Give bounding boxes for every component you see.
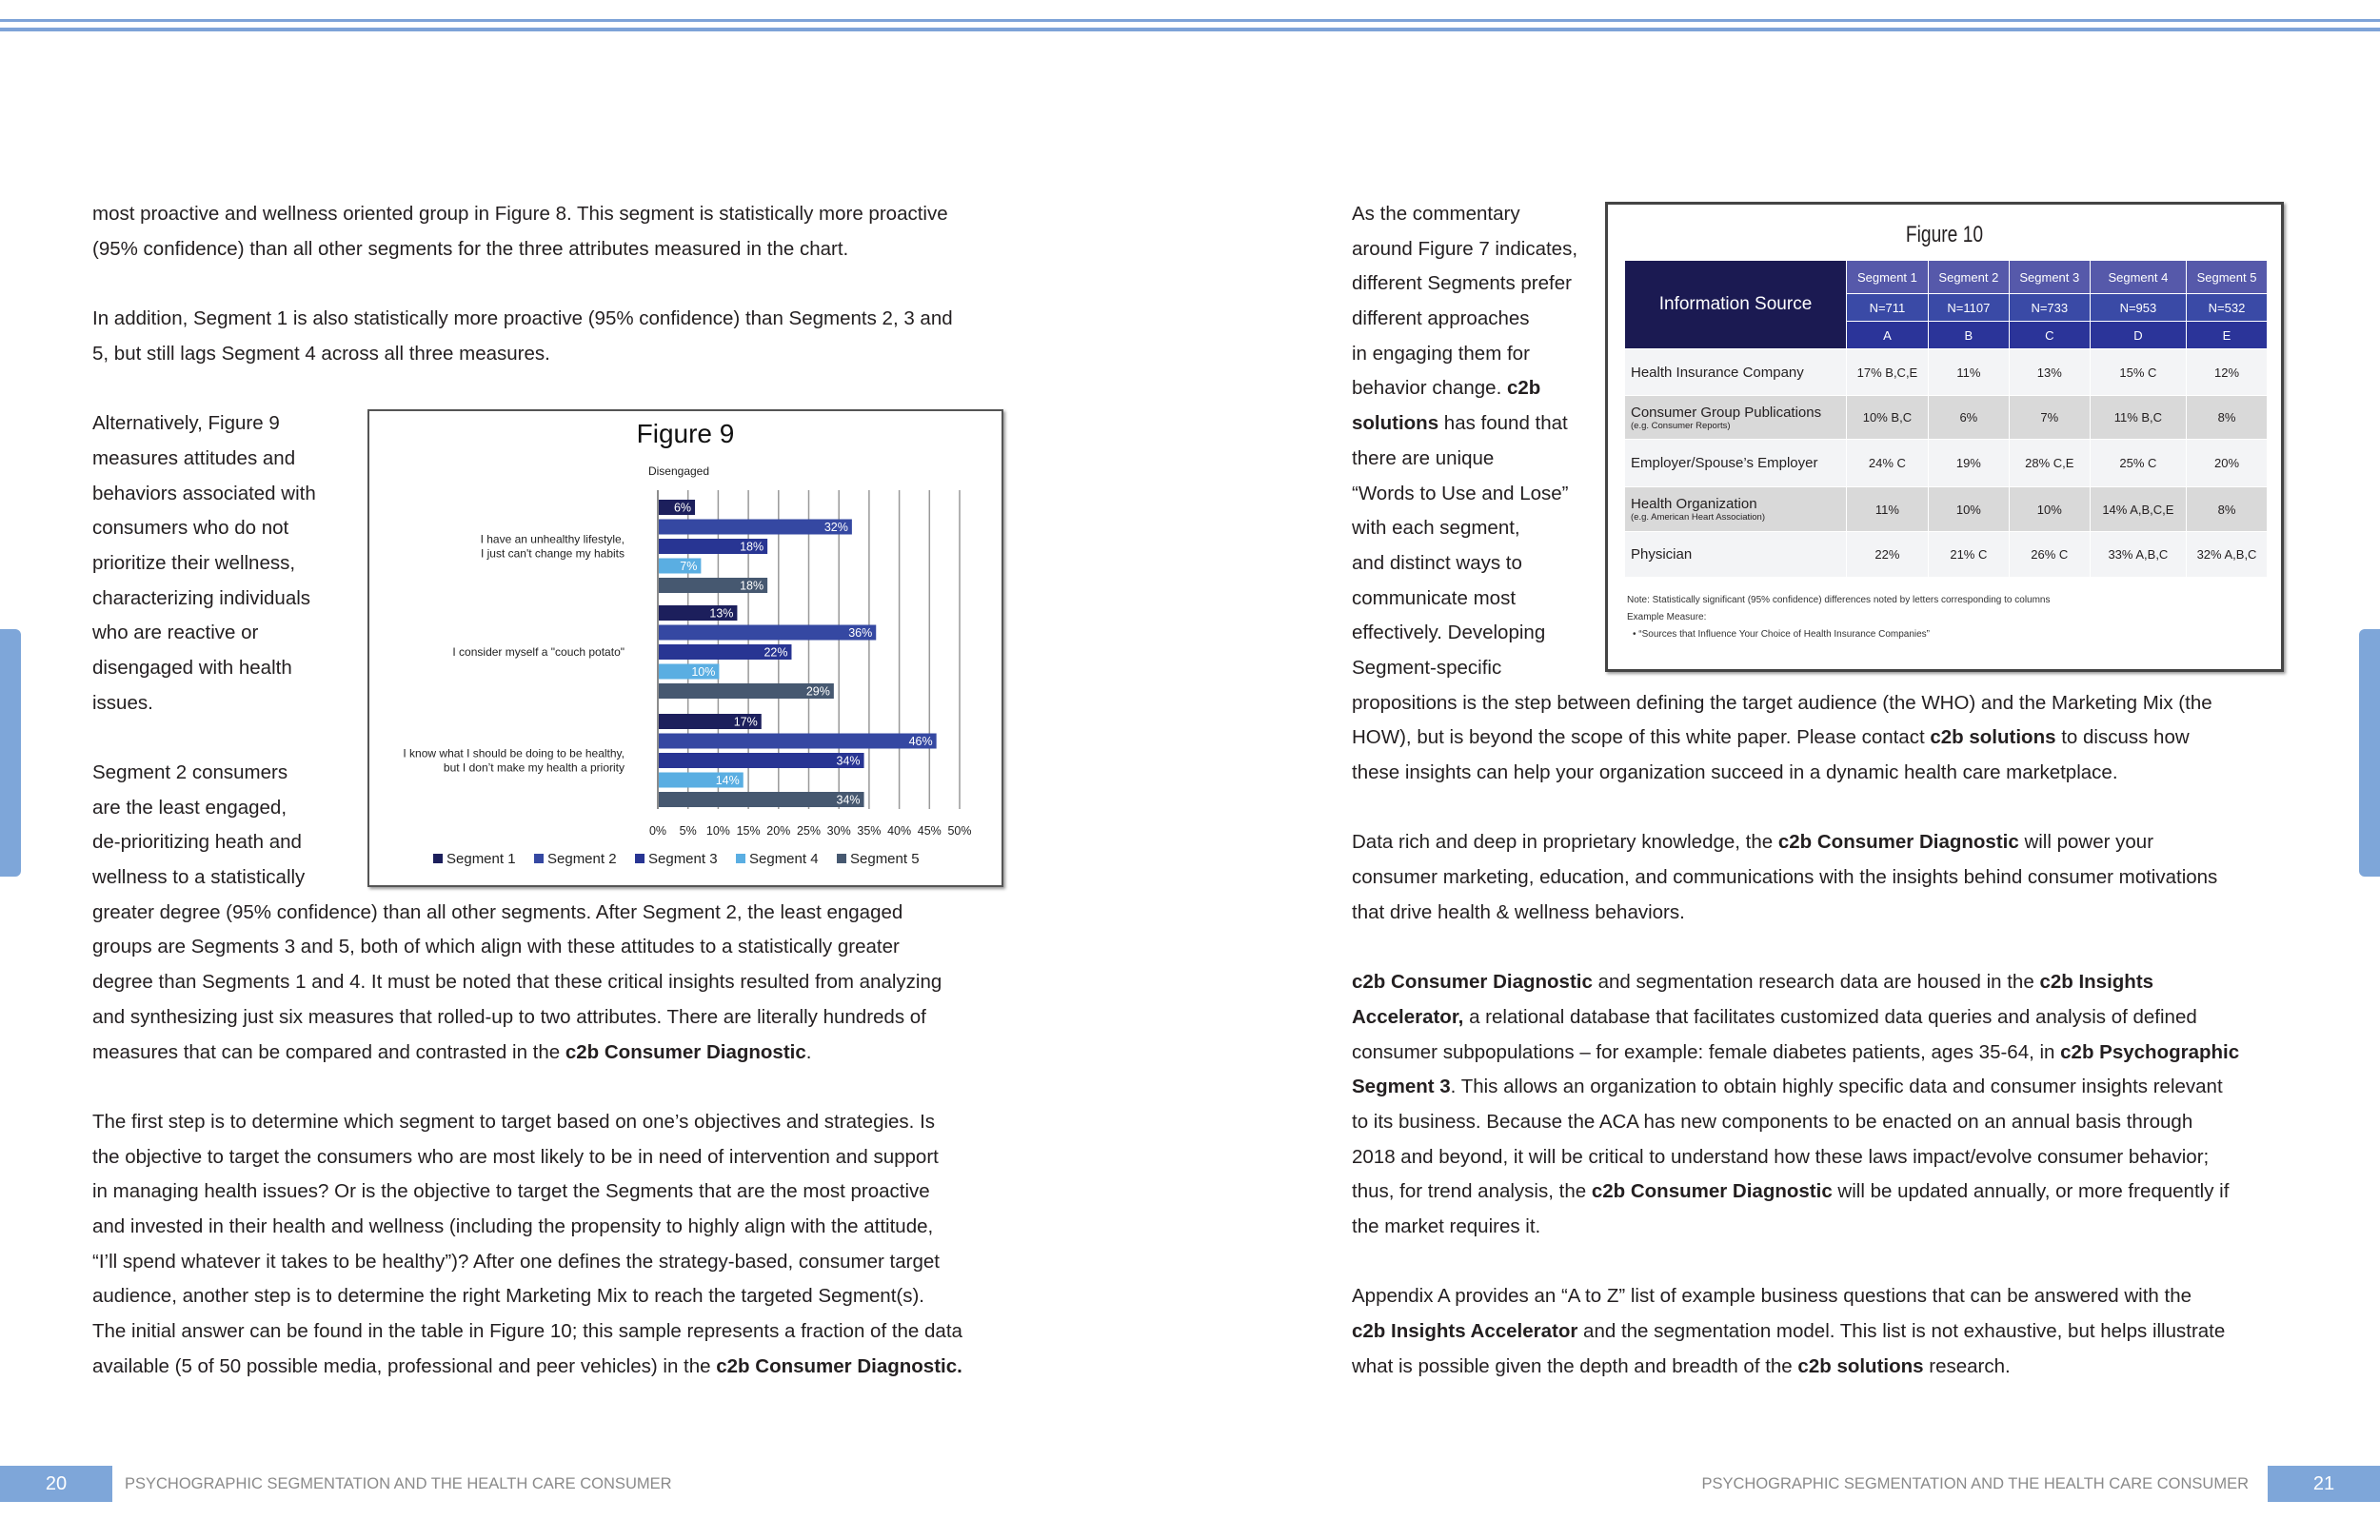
source-name: Physician <box>1631 546 1693 563</box>
legend-label: Segment 3 <box>648 851 718 867</box>
bold-text: c2b Consumer Diagnostic <box>1352 971 1593 994</box>
source-example: (e.g. Consumer Reports) <box>1631 420 1731 431</box>
bar-segment-2 <box>659 734 937 749</box>
category-label: I have an unhealthy lifestyle, <box>480 532 625 546</box>
data-label: 13% <box>709 606 734 621</box>
text: groups are Segments 3 and 5, both of which align with these attitudes to a statistically greater <box>92 936 900 958</box>
bar-segment-2 <box>659 520 852 535</box>
bold-text: c2b Psychographic <box>2060 1040 2240 1063</box>
header-letter: A <box>1847 322 1929 349</box>
text-line <box>1352 1350 2239 1385</box>
text-line <box>1352 896 2239 931</box>
page-number-left: 20 <box>0 1466 112 1502</box>
value-cell: 12% <box>2187 349 2268 396</box>
text: characterizing individuals <box>92 586 311 609</box>
text: and synthesizing just six measures that rolled-up to two attributes. There are literally hundreds of <box>92 1005 926 1028</box>
x-tick-label: 10% <box>705 824 730 838</box>
bold-text: c2b Insights Accelerator <box>1352 1320 1578 1342</box>
x-tick-label: 25% <box>796 824 822 838</box>
text: to its business. Because the ACA has new components to be enacted on an annual basis through <box>1352 1110 2193 1133</box>
text-line <box>92 965 962 1000</box>
text: measures attitudes and <box>92 446 296 469</box>
x-tick-label: 15% <box>736 824 761 838</box>
text: HOW), but is beyond the scope of this white paper. Please contact <box>1352 726 1931 749</box>
x-tick-label: 50% <box>947 824 972 838</box>
source-name: Consumer Group Publications <box>1631 404 1822 421</box>
text: will be updated annually, or more frequently if <box>1832 1180 2230 1203</box>
legend-swatch <box>736 854 745 863</box>
legend-swatch <box>635 854 645 863</box>
text: issues. <box>92 691 153 714</box>
header-segment: Segment 3 <box>2009 261 2090 294</box>
header-letter: E <box>2187 322 2268 349</box>
text-line <box>92 1210 962 1245</box>
text: different Segments prefer <box>1352 272 1572 295</box>
bold-text: c2b solutions <box>1930 726 2056 749</box>
text: audience, another step is to determine the right Marketing Mix to reach the targeted Segment(s). <box>92 1285 924 1308</box>
category-label: but I don’t make my health a priority <box>443 760 625 775</box>
text: the objective to target the consumers who are most likely to be in need of intervention and support <box>92 1145 939 1168</box>
text: The initial answer can be found in the table in Figure 10; this sample represents a fraction of the data <box>92 1320 962 1342</box>
side-tab-left <box>0 629 21 877</box>
value-cell: 11% <box>1847 487 1929 532</box>
data-label: 46% <box>908 735 933 748</box>
text: consumers who do not <box>92 517 289 540</box>
data-label: 22% <box>764 645 788 660</box>
text: Alternatively, Figure 9 <box>92 412 280 435</box>
bar-segment-2 <box>659 625 876 641</box>
value-cell: 24% C <box>1847 440 1929 487</box>
table-note: Note: Statistically significant (95% confidence) differences noted by letters corresponding to columns <box>1627 595 2051 605</box>
data-label: 18% <box>740 540 764 554</box>
text-line <box>1352 1314 2239 1350</box>
bold-text: c2b solutions <box>1797 1354 1924 1377</box>
data-label: 7% <box>680 560 698 573</box>
text: with each segment, <box>1352 517 1520 540</box>
text-line <box>92 1350 962 1385</box>
text-line <box>1352 1210 2239 1245</box>
text: consumer subpopulations – for example: female diabetes patients, ages 35-64, in <box>1352 1040 2061 1063</box>
header-information-source: Information Source <box>1625 261 1847 349</box>
example-measure-label: Example Measure: <box>1627 612 1707 622</box>
x-tick-label: 5% <box>679 824 697 838</box>
text: 5, but still lags Segment 4 across all three measures. <box>92 342 550 365</box>
text: The first step is to determine which segment to target based on one’s objectives and strategies. Is <box>92 1110 936 1133</box>
source-cell <box>1625 440 1847 487</box>
header-n: N=1107 <box>1928 294 2009 322</box>
source-example: (e.g. American Heart Association) <box>1631 512 1765 523</box>
value-cell: 8% <box>2187 487 2268 532</box>
bold-text: Segment 3 <box>1352 1076 1451 1098</box>
text-line <box>92 1279 962 1314</box>
text-line <box>92 1105 962 1140</box>
text: has found that <box>1438 412 1568 435</box>
text: effectively. Developing <box>1352 622 1546 644</box>
side-tab-right <box>2359 629 2380 877</box>
text: and segmentation research data are housed in the <box>1592 971 2040 994</box>
text: (95% confidence) than all other segments for the three attributes measured in the chart. <box>92 237 849 260</box>
value-cell: 10% <box>1928 487 2009 532</box>
bar-segment-5 <box>659 792 864 807</box>
data-label: 18% <box>740 579 764 593</box>
blank-line <box>1352 791 2239 826</box>
text: propositions is the step between defining the target audience (the WHO) and the Marketing Mix (the <box>1352 691 2212 714</box>
x-tick-label: 30% <box>826 824 851 838</box>
value-cell: 19% <box>1928 440 2009 487</box>
blank-line <box>92 1070 962 1105</box>
legend-label: Segment 5 <box>850 851 920 867</box>
text: measures that can be compared and contrasted in the <box>92 1040 565 1063</box>
data-label: 14% <box>715 774 740 787</box>
text: Segment 2 consumers <box>92 761 288 783</box>
text: will power your <box>2018 831 2154 854</box>
text: these insights can help your organization succeed in a dynamic health care marketplace. <box>1352 761 2118 783</box>
data-label: 34% <box>836 754 861 768</box>
legend-swatch <box>837 854 846 863</box>
header-letter: B <box>1928 322 2009 349</box>
text-line <box>1352 1175 2239 1210</box>
text-line <box>1352 1279 2239 1314</box>
text: 2018 and beyond, it will be critical to understand how these laws impact/evolve consumer behavior; <box>1352 1145 2210 1168</box>
data-label: 10% <box>691 665 716 679</box>
legend-label: Segment 4 <box>749 851 819 867</box>
category-label: I just can't change my habits <box>480 546 625 561</box>
text: in engaging them for <box>1352 342 1530 365</box>
text-line <box>92 1000 962 1036</box>
x-tick-label: 40% <box>887 824 912 838</box>
text: wellness to a statistically <box>92 866 306 889</box>
value-cell: 6% <box>1928 396 2009 440</box>
bold-text: c2b Consumer Diagnostic <box>1591 1180 1833 1203</box>
text-line <box>1352 860 2239 896</box>
page-number-right: 21 <box>2268 1466 2380 1502</box>
header-n: N=953 <box>2090 294 2186 322</box>
x-tick-label: 20% <box>766 824 791 838</box>
text-line <box>1352 721 2239 756</box>
header-segment: Segment 1 <box>1847 261 1929 294</box>
text: “I’ll spend whatever it takes to be healthy”)? After one defines the strategy-based, consumer target <box>92 1250 940 1273</box>
header-n: N=532 <box>2187 294 2268 322</box>
example-measure-text: “Sources that Influence Your Choice of Health Insurance Companies” <box>1638 629 1931 640</box>
value-cell: 10% <box>2009 487 2090 532</box>
source-cell <box>1625 487 1847 532</box>
source-name: Employer/Spouse’s Employer <box>1631 455 1818 471</box>
text-line <box>92 1036 962 1071</box>
value-cell: 26% C <box>2009 532 2090 578</box>
text: Appendix A provides an “A to Z” list of example business questions that can be answered with the <box>1352 1285 2192 1308</box>
text: and the segmentation model. This list is not exhaustive, but helps illustrate <box>1577 1320 2226 1342</box>
bold-text: c2b <box>1506 377 1541 400</box>
value-cell: 7% <box>2009 396 2090 440</box>
text: de-prioritizing heath and <box>92 831 302 854</box>
figure-10-table <box>1605 202 2284 672</box>
figure-9-chart <box>367 409 1003 887</box>
text: Data rich and deep in proprietary knowledge, the <box>1352 831 1778 854</box>
value-cell: 13% <box>2009 349 2090 396</box>
text-line <box>92 1140 962 1175</box>
value-cell: 11% <box>1928 349 2009 396</box>
text: research. <box>1923 1354 2011 1377</box>
text-line <box>1352 1000 2239 1036</box>
text-line <box>1352 756 2239 791</box>
header-letter: C <box>2009 322 2090 349</box>
source-cell <box>1625 396 1847 440</box>
text: prioritize their wellness, <box>92 551 296 574</box>
footer-title-left: PSYCHOGRAPHIC SEGMENTATION AND THE HEALTH CARE CONSUMER <box>125 1475 672 1492</box>
value-cell: 22% <box>1847 532 1929 578</box>
header-segment: Segment 4 <box>2090 261 2186 294</box>
text: around Figure 7 indicates, <box>1352 237 1578 260</box>
category-label: I consider myself a "couch potato" <box>452 645 625 659</box>
x-tick-label: 35% <box>857 824 882 838</box>
text: there are unique <box>1352 446 1495 469</box>
bold-text: c2b Consumer Diagnostic <box>1777 831 2019 854</box>
value-cell: 15% C <box>2090 349 2186 396</box>
bold-text: solutions <box>1352 412 1439 435</box>
value-cell: 33% A,B,C <box>2090 532 2186 578</box>
header-n: N=711 <box>1847 294 1929 322</box>
text-line <box>1352 965 2239 1000</box>
data-label: 29% <box>805 684 830 699</box>
example-measure-item: • “Sources that Influence Your Choice of Health Insurance Companies” <box>1633 629 1931 640</box>
chart-title: Figure 9 <box>636 419 735 448</box>
legend-label: Segment 2 <box>547 851 617 867</box>
bar-segment-3 <box>659 753 864 768</box>
text: different approaches <box>1352 307 1530 330</box>
value-cell: 8% <box>2187 396 2268 440</box>
text: behavior change. <box>1352 377 1507 400</box>
text: “Words to Use and Lose” <box>1352 482 1569 504</box>
table-row <box>1625 440 2268 487</box>
text-line <box>92 302 962 337</box>
table-row <box>1625 349 2268 396</box>
text-line <box>92 930 962 965</box>
data-label: 32% <box>823 521 848 534</box>
text: consumer marketing, education, and communications with the insights behind consumer motivations <box>1352 866 2218 889</box>
value-cell: 11% B,C <box>2090 396 2186 440</box>
value-cell: 21% C <box>1928 532 2009 578</box>
text-line <box>92 1175 962 1210</box>
source-cell <box>1625 532 1847 578</box>
text: most proactive and wellness oriented group in Figure 8. This segment is statistically more proactive <box>92 203 948 225</box>
figure-10-title: Figure 10 <box>1905 222 1984 247</box>
data-label: 34% <box>836 793 861 807</box>
source-name: Health Insurance Company <box>1631 364 1804 381</box>
text: . <box>805 1040 812 1063</box>
text-line <box>1352 1036 2239 1071</box>
bold-text: Accelerator, <box>1352 1005 1464 1028</box>
text: As the commentary <box>1352 203 1520 225</box>
header-rule <box>0 19 2380 22</box>
text-line <box>92 1245 962 1280</box>
header-n: N=733 <box>2009 294 2090 322</box>
text-line <box>1352 1070 2239 1105</box>
text: that drive health & wellness behaviors. <box>1352 900 1685 923</box>
text: and invested in their health and wellness (including the propensity to highly align with the attitude, <box>92 1214 934 1237</box>
data-label: 17% <box>733 715 758 729</box>
text: to discuss how <box>2055 726 2190 749</box>
text: what is possible given the depth and breadth of the <box>1352 1354 1798 1377</box>
header-segment: Segment 2 <box>1928 261 2009 294</box>
blank-line <box>1352 1245 2239 1280</box>
table-row <box>1625 487 2268 532</box>
text-line <box>92 1314 962 1350</box>
source-name: Health Organization <box>1631 496 1757 512</box>
value-cell: 25% C <box>2090 440 2186 487</box>
data-label: 36% <box>848 626 873 640</box>
text: degree than Segments 1 and 4. It must be noted that these critical insights resulted from analyzing <box>92 971 942 994</box>
text-line <box>92 896 962 931</box>
chart-subtitle: Disengaged <box>647 464 710 478</box>
value-cell: 10% B,C <box>1847 396 1929 440</box>
blank-line <box>92 371 962 406</box>
header-segment: Segment 5 <box>2187 261 2268 294</box>
value-cell: 28% C,E <box>2009 440 2090 487</box>
text: . This allows an organization to obtain highly specific data and consumer insights relevant <box>1450 1076 2223 1098</box>
text: who are reactive or <box>92 622 259 644</box>
header-rule <box>0 28 2380 31</box>
figure-9-svg <box>369 411 1002 885</box>
text: the market requires it. <box>1352 1214 1541 1237</box>
legend-swatch <box>534 854 544 863</box>
text: and distinct ways to <box>1352 551 1522 574</box>
data-label: 6% <box>673 501 692 515</box>
text: are the least engaged, <box>92 796 288 819</box>
value-cell: 20% <box>2187 440 2268 487</box>
x-tick-label: 0% <box>648 824 667 838</box>
text-line <box>1352 1105 2239 1140</box>
value-cell: 32% A,B,C <box>2187 532 2268 578</box>
table-row <box>1625 396 2268 440</box>
text: thus, for trend analysis, the <box>1352 1180 1592 1203</box>
value-cell: 14% A,B,C,E <box>2090 487 2186 532</box>
value-cell: 17% B,C,E <box>1847 349 1929 396</box>
category-label: I know what I should be doing to be healthy, <box>403 746 625 760</box>
text: available (5 of 50 possible media, professional and peer vehicles) in the <box>92 1354 717 1377</box>
blank-line <box>1352 930 2239 965</box>
source-cell <box>1625 349 1847 396</box>
text-line <box>92 337 962 372</box>
text: disengaged with health <box>92 656 292 679</box>
text: greater degree (95% confidence) than all other segments. After Segment 2, the least engaged <box>92 900 903 923</box>
text-line <box>1352 825 2239 860</box>
text: communicate most <box>1352 586 1517 609</box>
bold-text: c2b Consumer Diagnostic <box>565 1040 806 1063</box>
legend-label: Segment 1 <box>446 851 516 867</box>
text-line <box>92 197 962 232</box>
x-tick-label: 45% <box>917 824 942 838</box>
information-source-table <box>1624 260 2268 578</box>
legend-swatch <box>433 854 443 863</box>
text-line <box>1352 686 2239 721</box>
text-line <box>92 232 962 267</box>
text: Segment-specific <box>1352 656 1502 679</box>
bold-text: c2b Consumer Diagnostic. <box>716 1354 962 1377</box>
text-line <box>1352 1140 2239 1175</box>
text: behaviors associated with <box>92 482 316 504</box>
header-letter: D <box>2090 322 2186 349</box>
bold-text: c2b Insights <box>2039 971 2154 994</box>
footer-title-right: PSYCHOGRAPHIC SEGMENTATION AND THE HEALTH CARE CONSUMER <box>1701 1475 2249 1492</box>
blank-line <box>92 267 962 302</box>
text: In addition, Segment 1 is also statistically more proactive (95% confidence) than Segments 2, 3 and <box>92 307 953 330</box>
table-row <box>1625 532 2268 578</box>
text: in managing health issues? Or is the objective to target the Segments that are the most proactive <box>92 1180 930 1203</box>
text: a relational database that facilitates customized data queries and analysis of defined <box>1463 1005 2197 1028</box>
